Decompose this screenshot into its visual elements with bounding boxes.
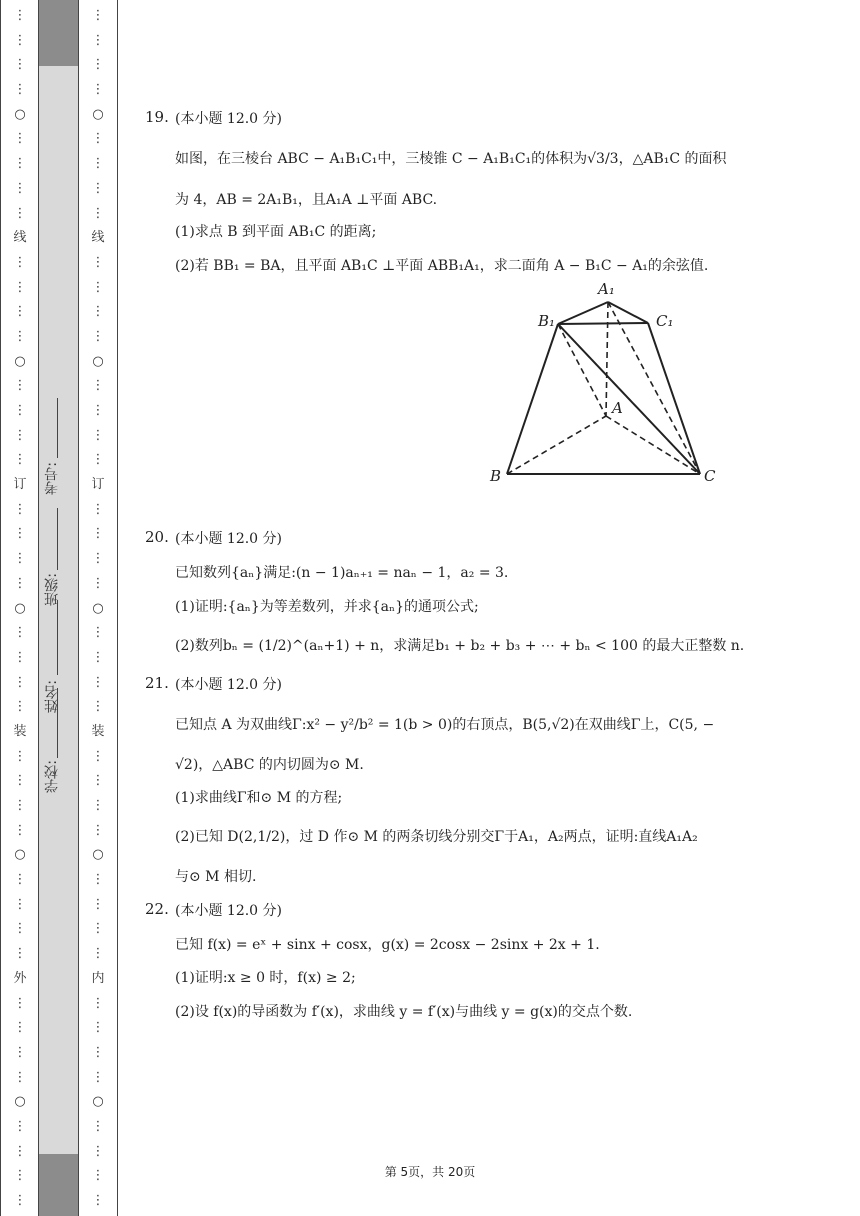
question-21-header: (本小题 12.0 分) [175,677,282,693]
name-field-line[interactable] [57,600,58,675]
inner-binding-dots: ⋮ [91,921,105,937]
edge-b1-c1 [558,323,648,324]
outer-binding-dots: ⋮ [13,452,27,468]
inner-binding-dots: ⋮ [91,748,105,764]
outer-binding-marker: 订 [13,477,27,493]
outer-binding-dots: ⋮ [13,995,27,1011]
outer-binding-dots: ⋮ [13,822,27,838]
label-a1: A₁ [598,280,615,298]
outer-binding-dots: ⋮ [13,773,27,789]
inner-binding-dots: ⋮ [91,427,105,443]
label-c1: C₁ [656,312,674,330]
edge-b1-a [558,324,606,416]
question-20-line-2: (1)证明:{aₙ}为等差数列，并求{aₙ}的通项公式; [175,599,479,615]
name-label: 姓名: [44,680,60,713]
outer-binding-dots: ⋮ [13,205,27,221]
inner-binding-dots: ⋮ [91,32,105,48]
inner-binding-dots: ⋮ [91,279,105,295]
outer-binding-marker: ○ [14,847,26,863]
inner-binding-dots: ⋮ [91,872,105,888]
class-field-line[interactable] [57,508,58,570]
inner-binding-dots: ⋮ [91,773,105,789]
outer-binding-dots: ⋮ [13,1069,27,1085]
school-label: 学校: [44,760,60,793]
inner-binding-dots: ⋮ [91,82,105,98]
outer-binding-dots: ⋮ [13,1143,27,1159]
inner-binding-dots: ⋮ [91,995,105,1011]
outer-binding-dots: ⋮ [13,156,27,172]
inner-binding-dots: ⋮ [91,896,105,912]
inner-binding-dots: ⋮ [91,822,105,838]
outer-binding-dots: ⋮ [13,1168,27,1184]
outer-binding-dots: ⋮ [13,328,27,344]
exam-no-label: 考号: [44,462,60,495]
question-19-header: (本小题 12.0 分) [175,111,282,127]
outer-binding-dots: ⋮ [13,699,27,715]
outer-binding-dots: ⋮ [13,798,27,813]
inner-binding-marker: ○ [92,600,104,616]
inner-binding-dots: ⋮ [91,378,105,394]
outer-binding-dots: ⋮ [13,180,27,196]
question-19-line-3: (1)求点 B 到平面 AB₁C 的距离; [175,224,377,240]
student-info [42,0,74,1216]
inner-binding-dots: ⋮ [91,254,105,270]
outer-binding-strip [0,0,40,1216]
inner-binding-dots: ⋮ [91,1143,105,1159]
outer-binding-dots: ⋮ [13,674,27,690]
question-19-number: 19. [145,108,169,126]
outer-binding-dots: ⋮ [13,526,27,542]
outer-binding-marker: ○ [14,353,26,369]
question-20-header: (本小题 12.0 分) [175,531,282,547]
question-22-line-2: (1)证明:x ≥ 0 时，f(x) ≥ 2; [175,970,356,986]
inner-binding-marker: ○ [92,1094,104,1110]
inner-binding-dots: ⋮ [91,946,105,962]
outer-binding-dots: ⋮ [13,921,27,937]
edge-b-a [507,416,606,474]
page-footer: 第 5页，共 20页 [384,1165,476,1179]
outer-binding-dots: ⋮ [13,748,27,764]
outer-binding-dots: ⋮ [13,896,27,912]
outer-binding-dots: ⋮ [13,378,27,394]
question-19-line-1: 如图，在三棱台 ABC − A₁B₁C₁中，三棱锥 C − A₁B₁C₁的体积为√3/3，△AB₁C 的面积 [175,151,727,167]
inner-binding-marker: 内 [91,970,105,986]
edge-b1-c-dash [558,324,700,474]
outer-binding-dots: ⋮ [13,946,27,962]
label-b1: B₁ [538,312,556,330]
question-20-line-1: 已知数列{aₙ}满足:(n − 1)aₙ₊₁ = naₙ − 1，a₂ = 3. [175,565,509,581]
question-21-line-3: (1)求曲线Γ和⊙ M 的方程; [175,790,343,806]
label-b: B [490,467,502,485]
outer-binding-dots: ⋮ [13,8,27,23]
inner-binding-marker: ○ [92,847,104,863]
inner-binding-dots: ⋮ [91,452,105,468]
outer-binding-dots: ⋮ [13,254,27,270]
outer-binding-dots: ⋮ [13,501,27,517]
inner-binding-dots: ⋮ [91,403,105,418]
inner-binding-dots: ⋮ [91,1193,105,1208]
outer-binding-marker: ○ [14,600,26,616]
question-21-line-2: √2)，△ABC 的内切圆为⊙ M. [175,757,364,773]
outer-binding-marker: 线 [13,230,27,246]
inner-binding-strip [78,0,118,1216]
class-label: 班级: [44,573,60,606]
outer-binding-dots: ⋮ [13,1118,27,1134]
question-20-line-3: (2)数列bₙ = (1/2)^(aₙ+1) + n，求满足b₁ + b₂ + b₃ + ⋯ + bₙ < 100 的最大正整数 n. [175,638,745,654]
inner-binding-marker: ○ [92,353,104,369]
edge-c1-c [648,323,700,474]
inner-binding-dots: ⋮ [91,575,105,591]
inner-binding-dots: ⋮ [91,205,105,221]
outer-binding-dots: ⋮ [13,57,27,73]
outer-binding-dots: ⋮ [13,1193,27,1208]
inner-binding-dots: ⋮ [91,1044,105,1060]
outer-binding-dots: ⋮ [13,32,27,48]
outer-binding-dots: ⋮ [13,82,27,98]
inner-binding-dots: ⋮ [91,1168,105,1184]
inner-binding-marker: 装 [91,723,105,739]
frustum-figure [480,278,730,490]
inner-binding-dots: ⋮ [91,304,105,320]
inner-dot-column [79,4,117,1214]
edge-a1-c [608,302,700,474]
outer-binding-marker: ○ [14,106,26,122]
question-21-line-4: (2)已知 D(2,1/2)，过 D 作⊙ M 的两条切线分别交Γ于A₁，A₂两点，证明:直线A₁A₂ [175,829,698,845]
outer-binding-dots: ⋮ [13,427,27,443]
inner-binding-dots: ⋮ [91,674,105,690]
inner-binding-marker: ○ [92,106,104,122]
question-19-line-4: (2)若 BB₁ = BA，且平面 AB₁C ⊥平面 ABB₁A₁，求二面角 A − B₁C − A₁的余弦值. [175,258,709,274]
question-22-header: (本小题 12.0 分) [175,903,282,919]
inner-binding-dots: ⋮ [91,1020,105,1036]
inner-binding-marker: 线 [91,230,105,246]
inner-binding-dots: ⋮ [91,625,105,641]
inner-binding-dots: ⋮ [91,57,105,73]
inner-binding-marker: 订 [91,477,105,493]
outer-binding-marker: 外 [13,970,27,986]
question-21-line-1: 已知点 A 为双曲线Γ:x² − y²/b² = 1(b > 0)的右顶点，B(5,√2)在双曲线Γ上，C(5, − [175,717,715,733]
exam-no-field-line[interactable] [57,398,58,458]
question-22-line-1: 已知 f(x) = eˣ + sinx + cosx，g(x) = 2cosx − 2sinx + 2x + 1. [175,937,600,953]
question-19-line-2: 为 4，AB = 2A₁B₁，且A₁A ⊥平面 ABC. [175,192,438,208]
inner-binding-dots: ⋮ [91,1069,105,1085]
outer-binding-dots: ⋮ [13,551,27,567]
outer-binding-dots: ⋮ [13,872,27,888]
question-22-number: 22. [145,900,169,918]
outer-binding-dots: ⋮ [13,304,27,320]
outer-binding-dots: ⋮ [13,1020,27,1036]
label-a: A [612,399,623,417]
edge-b1-b [507,324,558,474]
inner-binding-dots: ⋮ [91,798,105,813]
outer-binding-dots: ⋮ [13,131,27,147]
inner-binding-dots: ⋮ [91,8,105,23]
inner-binding-dots: ⋮ [91,156,105,172]
outer-dot-column [1,4,39,1214]
question-21-line-5: 与⊙ M 相切. [175,869,257,885]
outer-binding-dots: ⋮ [13,649,27,665]
edge-a1-a [606,302,608,416]
edge-b1-a1 [558,302,608,324]
inner-binding-dots: ⋮ [91,649,105,665]
inner-binding-dots: ⋮ [91,328,105,344]
inner-binding-dots: ⋮ [91,501,105,517]
outer-binding-dots: ⋮ [13,403,27,418]
inner-binding-dots: ⋮ [91,551,105,567]
inner-binding-dots: ⋮ [91,699,105,715]
outer-binding-dots: ⋮ [13,575,27,591]
outer-binding-dots: ⋮ [13,279,27,295]
inner-binding-dots: ⋮ [91,131,105,147]
question-20-number: 20. [145,528,169,546]
inner-binding-dots: ⋮ [91,180,105,196]
outer-binding-dots: ⋮ [13,1044,27,1060]
outer-binding-marker: ○ [14,1094,26,1110]
inner-binding-dots: ⋮ [91,526,105,542]
outer-binding-dots: ⋮ [13,625,27,641]
label-c: C [704,467,716,485]
question-21-number: 21. [145,674,169,692]
question-22-line-3: (2)设 f(x)的导函数为 f′(x)，求曲线 y = f′(x)与曲线 y = g(x)的交点个数. [175,1004,633,1020]
inner-binding-dots: ⋮ [91,1118,105,1134]
outer-binding-marker: 装 [13,723,27,739]
